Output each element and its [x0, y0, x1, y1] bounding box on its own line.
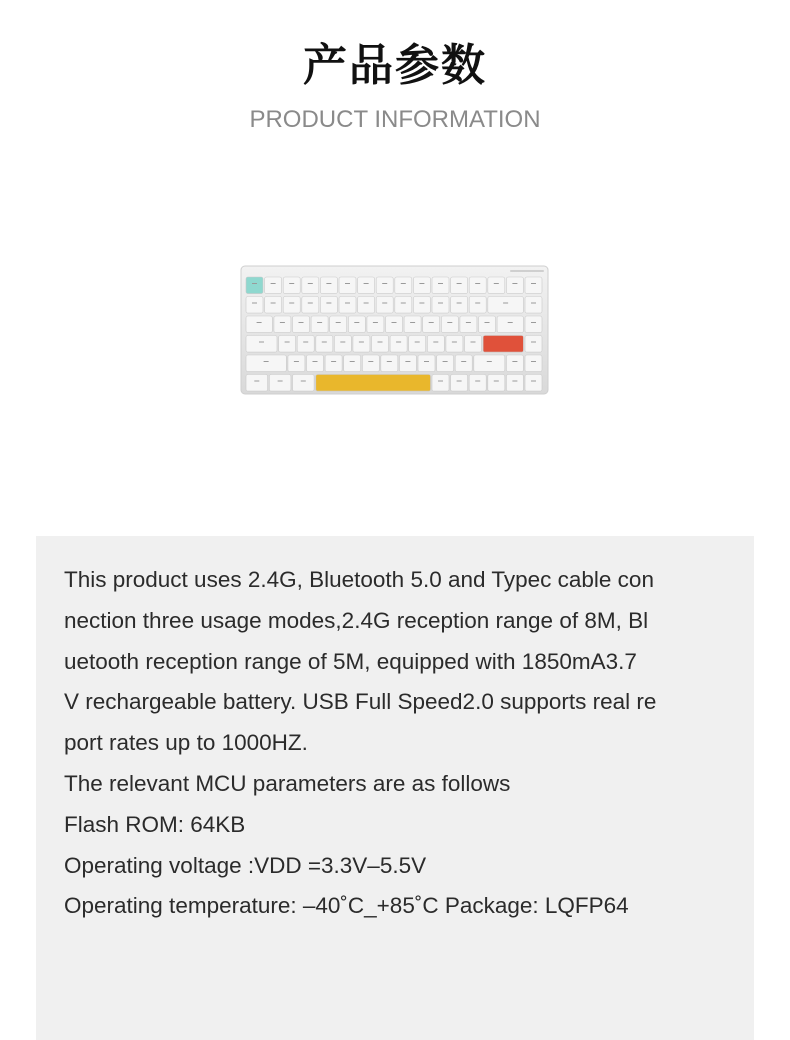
page-title: 产品参数 — [303, 40, 487, 91]
keycap-legend-mark — [487, 361, 492, 362]
keycap-legend-mark — [419, 303, 424, 304]
keycap-legend-mark — [443, 361, 448, 362]
keycap-legend-mark — [438, 283, 443, 284]
keycap-legend-mark — [424, 361, 429, 362]
keycap — [469, 297, 486, 314]
keycap — [460, 316, 477, 333]
keycap-legend-mark — [401, 303, 406, 304]
keycap — [409, 336, 426, 353]
keycap — [358, 297, 375, 314]
keycap-legend-mark — [419, 283, 424, 284]
keycap-legend-mark — [336, 322, 341, 323]
keycap — [427, 336, 444, 353]
keycap — [274, 316, 291, 333]
keycap — [246, 355, 286, 372]
keycap-legend-mark — [401, 283, 406, 284]
info-panel — [36, 536, 754, 1040]
keycap-legend-mark — [392, 322, 397, 323]
keycap — [451, 277, 468, 294]
keycap-legend-mark — [289, 303, 294, 304]
keycap — [325, 355, 342, 372]
keycap-legend-mark — [382, 303, 387, 304]
keycap — [432, 297, 449, 314]
keycap — [265, 277, 282, 294]
keycap-legend-mark — [317, 322, 322, 323]
keycap — [413, 277, 430, 294]
keycap-legend-mark — [257, 322, 262, 323]
keycap — [451, 297, 468, 314]
keycap-legend-mark — [531, 283, 536, 284]
keycap — [432, 375, 449, 392]
keycap-legend-mark — [466, 322, 471, 323]
keycap — [525, 336, 542, 353]
keycap-legend-mark — [382, 283, 387, 284]
keycap-legend-mark — [252, 283, 257, 284]
keycap — [525, 297, 542, 314]
keycap-legend-mark — [331, 361, 336, 362]
keycap-legend-mark — [429, 322, 434, 323]
keycap — [339, 297, 356, 314]
keycap — [362, 355, 379, 372]
keycap-legend-mark — [457, 283, 462, 284]
keycap-legend-mark — [326, 303, 331, 304]
keycap-legend-mark — [494, 381, 499, 382]
keycap-legend-mark — [294, 361, 299, 362]
keycap-legend-mark — [303, 342, 308, 343]
keycap-legend-mark — [350, 361, 355, 362]
keycap-legend-mark — [396, 342, 401, 343]
keycap-legend-mark — [512, 361, 517, 362]
keycap — [288, 355, 305, 372]
keycap-legend-mark — [301, 381, 306, 382]
keycap — [488, 277, 505, 294]
keycap-legend-mark — [354, 322, 359, 323]
keycap — [497, 316, 523, 333]
keycap — [525, 277, 542, 294]
keycap-legend-mark — [285, 342, 290, 343]
keycap-legend-mark — [278, 381, 283, 382]
keycap-legend-mark — [289, 283, 294, 284]
keycap — [488, 375, 505, 392]
keyboard-image — [240, 264, 550, 396]
keycap-legend-mark — [531, 303, 536, 304]
keycap — [293, 375, 315, 392]
info-line: uetooth reception range of 5M, equipped with 1850mA3.7 — [64, 648, 637, 674]
keycap — [283, 277, 300, 294]
keycap-legend-mark — [308, 283, 313, 284]
keycap-legend-mark — [438, 303, 443, 304]
keycap-legend-mark — [326, 283, 331, 284]
keycap — [469, 277, 486, 294]
keycap — [395, 277, 412, 294]
keycap — [358, 277, 375, 294]
keycap — [474, 355, 505, 372]
keycap-legend-mark — [475, 283, 480, 284]
keycap-legend-mark — [364, 283, 369, 284]
keycap — [395, 297, 412, 314]
keycap — [446, 336, 463, 353]
keycap — [465, 336, 482, 353]
keycap-legend-mark — [471, 342, 476, 343]
info-line: port rates up to 1000HZ. — [64, 730, 308, 756]
product-image — [240, 264, 550, 396]
keycap — [246, 375, 268, 392]
keycap — [246, 336, 277, 353]
keycap — [372, 336, 389, 353]
keycap-enter — [483, 336, 523, 353]
keycap — [506, 375, 523, 392]
keycap — [506, 355, 523, 372]
keycap — [479, 316, 496, 333]
keycap-legend-mark — [433, 342, 438, 343]
keycap-legend-mark — [387, 361, 392, 362]
keycap — [469, 375, 486, 392]
keycap-legend-mark — [345, 303, 350, 304]
keycap — [455, 355, 472, 372]
keycap-legend-mark — [368, 361, 373, 362]
keycap — [246, 316, 272, 333]
keycap-legend-mark — [531, 381, 536, 382]
keycap — [344, 355, 361, 372]
keycap-legend-mark — [373, 322, 378, 323]
keycap-legend-mark — [452, 342, 457, 343]
info-line: Flash ROM: 64KB — [64, 811, 246, 837]
keycap — [330, 316, 347, 333]
keycap — [381, 355, 398, 372]
info-line: nection three usage modes,2.4G reception range of 8M, Bl — [64, 607, 649, 633]
keycap-legend-mark — [280, 322, 285, 323]
keycap-legend-mark — [531, 322, 536, 323]
keycap — [348, 316, 365, 333]
keycap — [339, 277, 356, 294]
keycap-legend-mark — [461, 361, 466, 362]
keycap-legend-mark — [345, 283, 350, 284]
keycap — [437, 355, 454, 372]
keycap — [367, 316, 384, 333]
keycap-legend-mark — [299, 322, 304, 323]
keycap — [297, 336, 314, 353]
keycap — [293, 316, 310, 333]
info-line: Operating temperature: –40˚C_+85˚C Package: LQFP64 — [64, 893, 629, 919]
keycap — [399, 355, 416, 372]
keycap-legend-mark — [508, 322, 513, 323]
keycap-esc — [246, 277, 263, 294]
info-text — [64, 560, 736, 927]
info-line: This product uses 2.4G, Bluetooth 5.0 and Typec cable con — [64, 567, 654, 592]
keycap — [525, 375, 542, 392]
keycap-legend-mark — [264, 361, 269, 362]
keycap — [302, 297, 319, 314]
keycap — [334, 336, 351, 353]
keycap — [311, 316, 328, 333]
keycap-legend-mark — [359, 342, 364, 343]
keycap-legend-mark — [313, 361, 318, 362]
keycap — [525, 316, 542, 333]
info-line: V rechargeable battery. USB Full Speed2.0 supports real re — [64, 689, 657, 715]
keycap-legend-mark — [252, 303, 257, 304]
keycap-legend-mark — [271, 283, 276, 284]
keycap — [390, 336, 407, 353]
keycap-legend-mark — [415, 342, 420, 343]
keycap-legend-mark — [475, 303, 480, 304]
keycap-legend-mark — [494, 283, 499, 284]
keycap-legend-mark — [485, 322, 490, 323]
keycap — [269, 375, 291, 392]
keycap-legend-mark — [271, 303, 276, 304]
keycap-legend-mark — [531, 361, 536, 362]
keycap — [376, 297, 393, 314]
keycap-legend-mark — [531, 342, 536, 343]
keycap-legend-mark — [378, 342, 383, 343]
keycap-legend-mark — [512, 283, 517, 284]
keycap — [279, 336, 296, 353]
keycap-legend-mark — [457, 303, 462, 304]
keycap — [432, 277, 449, 294]
keycap — [418, 355, 435, 372]
keycap — [353, 336, 370, 353]
keycap — [451, 375, 468, 392]
keycap — [506, 277, 523, 294]
keycap-legend-mark — [512, 381, 517, 382]
keycap-legend-mark — [259, 342, 264, 343]
keycap — [246, 297, 263, 314]
keycap — [423, 316, 440, 333]
keycap-legend-mark — [438, 381, 443, 382]
keycap-legend-mark — [308, 303, 313, 304]
keycap — [376, 277, 393, 294]
keycap — [320, 297, 337, 314]
keycap-legend-mark — [410, 322, 415, 323]
keycap-legend-mark — [364, 303, 369, 304]
keycap — [307, 355, 324, 372]
keycap-legend-mark — [340, 342, 345, 343]
keycap-legend-mark — [475, 381, 480, 382]
keycap — [404, 316, 421, 333]
keycap — [525, 355, 542, 372]
info-line: Operating voltage :VDD =3.3V–5.5V — [64, 852, 427, 878]
keycap-legend-mark — [447, 322, 452, 323]
keycap — [413, 297, 430, 314]
keycap — [283, 297, 300, 314]
keycap-legend-mark — [503, 303, 508, 304]
keycap-legend-mark — [405, 361, 410, 362]
keyboard-indicator-strip — [510, 270, 544, 272]
keycap — [316, 336, 333, 353]
keycap — [441, 316, 458, 333]
keycap-legend-mark — [457, 381, 462, 382]
keycap — [320, 277, 337, 294]
keycap — [488, 297, 524, 314]
keycap-space — [316, 375, 431, 392]
keycap-legend-mark — [254, 381, 259, 382]
page-subtitle: PRODUCT INFORMATION — [249, 106, 541, 133]
keycap — [265, 297, 282, 314]
keycap — [302, 277, 319, 294]
keycap — [386, 316, 403, 333]
info-line: The relevant MCU parameters are as follows — [64, 770, 511, 796]
keycap-legend-mark — [322, 342, 327, 343]
